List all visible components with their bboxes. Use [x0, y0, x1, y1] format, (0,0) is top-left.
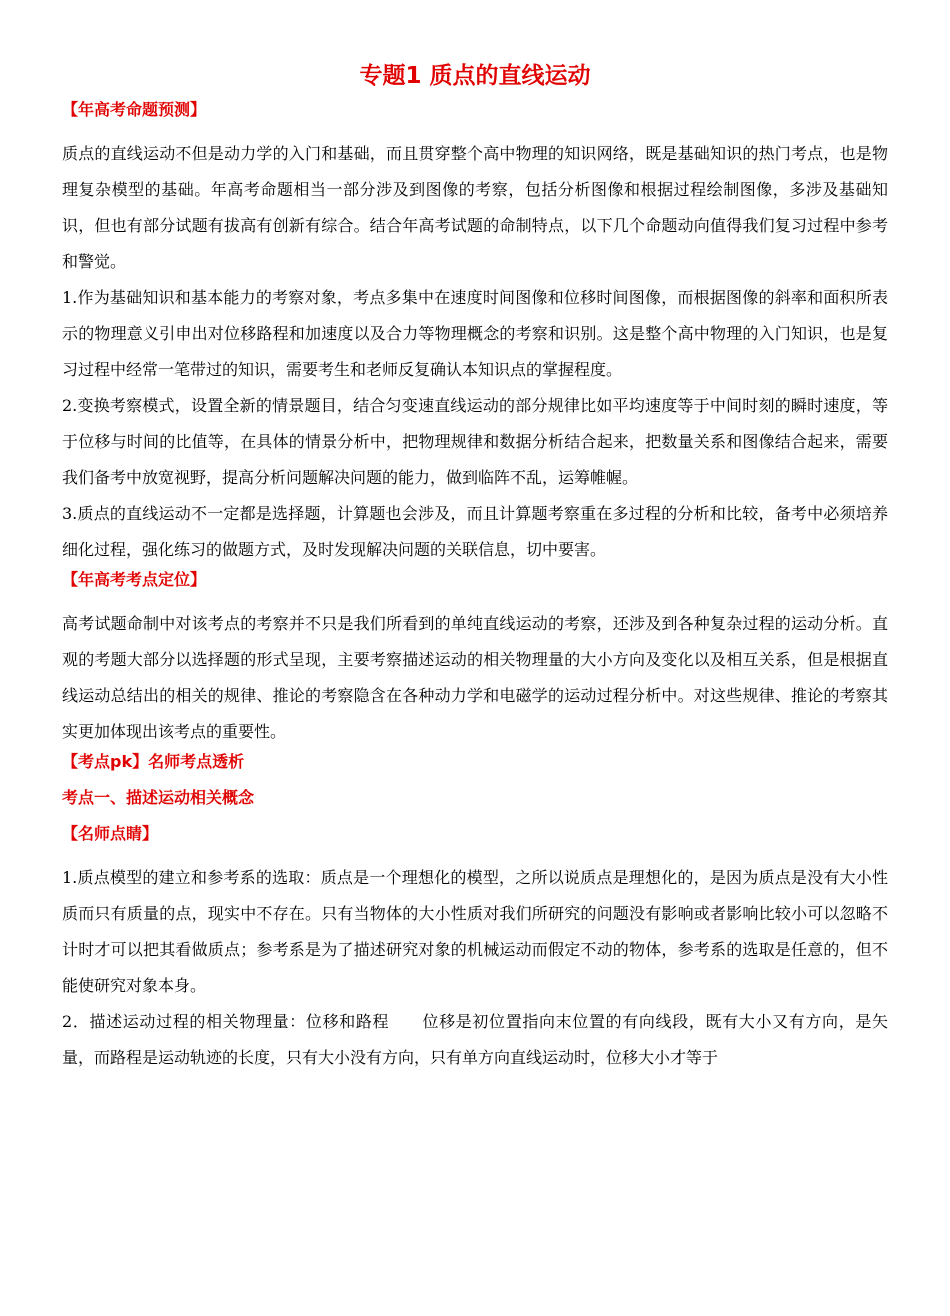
paragraph: 高考试题命制中对该考点的考察并不只是我们所看到的单纯直线运动的考察，还涉及到各种复杂过程的运动分析。直观的考题大部分以选择题的形式呈现，主要考察描述运动的相关物理量的大小方向及变化以及相互关系，但是根据直线运动总结出的相关的规律、推论的考察隐含在各种动力学和电磁学的运动过程分析中。对这些规律、推论的考察其实更加体现出该考点的重要性。: [62, 614, 888, 741]
paragraph: 2．描述运动过程的相关物理量：位移和路程 位移是初位置指向末位置的有向线段，既有大小又有方向，是矢量，而路程是运动轨迹的长度，只有大小没有方向，只有单方向直线运动时，位移大小才等于: [62, 1012, 888, 1067]
paragraph: 2.变换考察模式，设置全新的情景题目，结合匀变速直线运动的部分规律比如平均速度等于中间时刻的瞬时速度，等于位移与时间的比值等，在具体的情景分析中，把物理规律和数据分析结合起来，把数量关系和图像结合起来，需要我们备考中放宽视野，提高分析问题解决问题的能力，做到临阵不乱，运筹帷幄。: [62, 396, 888, 487]
paragraph: 1.作为基础知识和基本能力的考察对象，考点多集中在速度时间图像和位移时间图像，而根据图像的斜率和面积所表示的物理意义引申出对位移路程和加速度以及合力等物理概念的考察和识别。这是整个高中物理的入门知识，也是复习过程中经常一笔带过的知识，需要考生和老师反复确认本知识点的掌握程度。: [62, 288, 888, 379]
paragraph: 质点的直线运动不但是动力学的入门和基础，而且贯穿整个高中物理的知识网络，既是基础知识的热门考点，也是物理复杂模型的基础。年高考命题相当一部分涉及到图像的考察，包括分析图像和根据过程绘制图像，多涉及基础知识，但也有部分试题有拔高有创新有综合。结合年高考试题的命制特点，以下几个命题动向值得我们复习过程中参考和警觉。: [62, 144, 888, 271]
page-title: 专题1 质点的直线运动: [359, 63, 591, 89]
section-heading-tips: 【名师点睛】: [62, 824, 159, 843]
section-heading-analysis: 【考点pk】名师考点透析: [62, 752, 245, 771]
document-page: [62, 60, 888, 1076]
section-heading-prediction: 【年高考命题预测】: [62, 100, 207, 119]
section-heading-positioning: 【年高考考点定位】: [62, 570, 207, 589]
paragraph: 1.质点模型的建立和参考系的选取：质点是一个理想化的模型，之所以说质点是理想化的，是因为质点是没有大小性质而只有质量的点，现实中不存在。只有当物体的大小性质对我们所研究的问题没有影响或者影响比较小可以忽略不计时才可以把其看做质点；参考系是为了描述研究对象的机械运动而假定不动的物体，参考系的选取是任意的，但不能使研究对象本身。: [62, 868, 888, 995]
section-heading-point-one: 考点一、描述运动相关概念: [62, 788, 255, 807]
paragraph: 3.质点的直线运动不一定都是选择题，计算题也会涉及，而且计算题考察重在多过程的分析和比较，备考中必须培养细化过程，强化练习的做题方式，及时发现解决问题的关联信息，切中要害。: [62, 504, 888, 559]
